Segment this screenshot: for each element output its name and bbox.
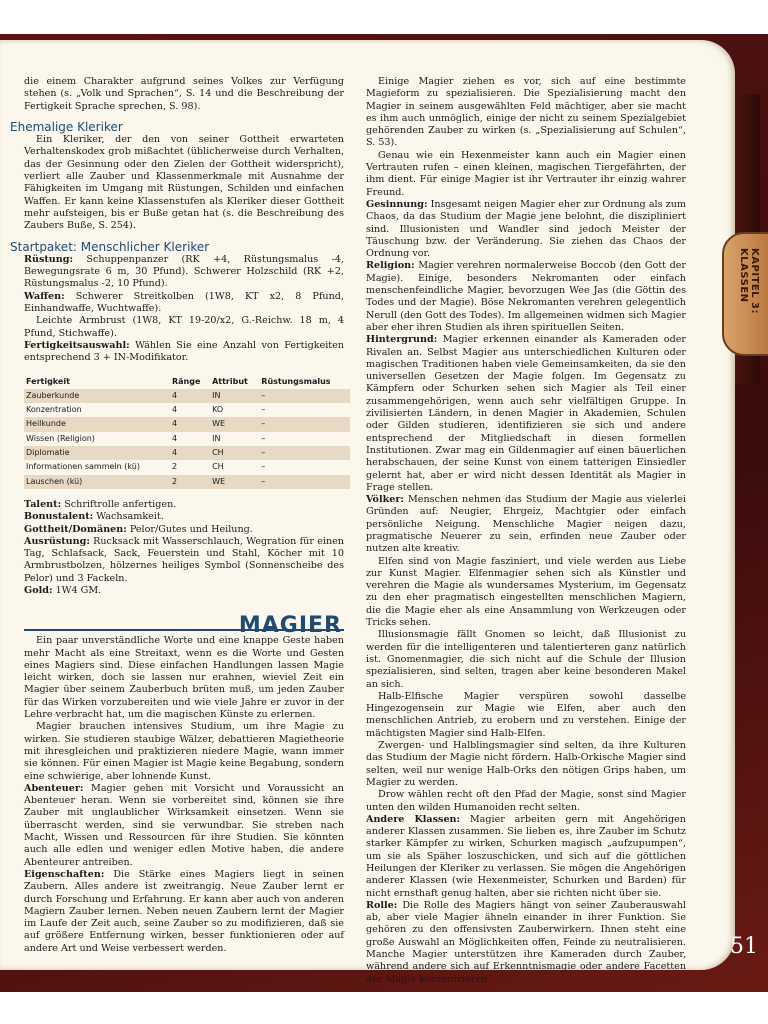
- gottheit-text: Pelor/Gutes und Heilung.: [129, 523, 253, 535]
- rolle-label: Rolle:: [366, 899, 398, 911]
- hintergrund-text: Magier erkennen einander als Kameraden oder Rivalen an. Selbst Magier aus unterschiedlichen Kulturen oder magischen Traditionen haben viele Gemeinsamkeiten, da sie den universellen Gesetzen der Magie folgen. Im Gegensatz zu Kämpfern oder Schurken sehen sich Magier als Teil einer zusammengehörigen, wenn auch sehr vielfältigen Gruppe. In zivilisierten Ländern, in denen Magier in Akademien, Schulen oder Gilden studieren, identifizieren sie sich und andere entsprechend der Mitgliedschaft in diesen formellen Institutionen. Zwar mag ein Gildenmagier auf einen bäuerlichen herabschauen, der seine Kunst von einem tatterigen Einsiedler gelernt hat, aber er wird nicht dessen Identität als Magier in Frage stellen.: [366, 334, 686, 493]
- header-fertigkeit: Fertigkeit: [26, 376, 70, 386]
- andere-klassen-label: Andere Klassen:: [366, 813, 461, 825]
- halbelf-paragraph: Halb-Elfische Magier verspüren sowohl dasselbe Hingezogensein zur Magie wie Elfen, aber auch den menschlichen Antrieb, zu erobern und zu verstehen. Einige der mächtigsten Magier sind Halb-Elfen.: [366, 690, 686, 739]
- talent-text: Schriftrolle anfertigen.: [64, 498, 177, 510]
- table-cell: 4: [171, 433, 178, 443]
- left-column: [10, 76, 344, 955]
- ruestung-entry: [24, 254, 344, 291]
- waffen-text-2: Leichte Armbrust (1W8, KT 19-20/x2, G.-Reichw. 18 m, 4 Pfund, Stichwaffe).: [24, 315, 344, 339]
- table-cell: –: [261, 405, 266, 415]
- drow-paragraph: Drow wählen recht oft den Pfad der Magie, sonst sind Magier unten den wilden Humanoiden recht selten.: [366, 789, 686, 813]
- abenteuer-text: Magier gehen mit Vorsicht und Voraussicht an Abenteuer heran. Wenn sie vorbereitet sind, können sie ihre Zauber mit unglaublicher Wirksamkeit einsetzen. Wenn sie überrascht werden, sind sie verwundbar. Sie streben nach Macht, Wissen und Ressourcen für ihre Studien. Sie könnten auch alle edlen und weniger edlen Motive haben, die andere Abenteurer antreiben.: [24, 782, 344, 868]
- rolle-text: Die Rolle des Magiers hängt von seiner Zauberauswahl ab, aber viele Magier ähneln einander in ihrer Funktion. Sie gehören zu den offensivsten Zauberwirkern. Ihnen steht eine große Auswahl an Möglichkeiten offen, Feinde zu neutralisieren. Manche Magier unterstützen ihre Kameraden durch Zauber, während andere sich auf Erkenntnismagie oder andere Facetten der Magie konzentrieren.: [366, 899, 686, 985]
- gottheit-entry: [24, 524, 344, 536]
- waffen-entry: [24, 291, 344, 316]
- gold-label: Gold:: [24, 584, 53, 596]
- talent-label: Talent:: [24, 498, 62, 510]
- table-cell: –: [261, 433, 266, 443]
- bonustalent-label: Bonustalent:: [24, 511, 94, 523]
- religion-text: Magier verehren normalerweise Boccob (den Gott der Magie). Einige, besonders Nekromanten oder einfach menschenfeindliche Magier, bevorzugen Wee Jas (die Göttin des Todes und der Magie). Böse Nekromanten verehren gelegentlich Nerull (den Gott des Todes). Im allgemeinen widmen sich Magier aber eher ihren Studien als ihren spirituellen Seiten.: [366, 260, 686, 333]
- table-row: [24, 432, 350, 446]
- gesinnung-entry: [366, 199, 686, 260]
- ausruestung-text: Rucksack mit Wasserschlauch, Wegration für einen Tag, Schlafsack, Sack, Feuerstein und Stahl, Köcher mit 10 Armbrustbolzen, hölzernes heiliges Symbol (Sonnenscheibe des Pelor) und 3 Fackeln.: [24, 535, 344, 584]
- table-cell: CH: [210, 446, 259, 460]
- table-cell: 4: [170, 389, 210, 403]
- eigenschaften-entry: [24, 869, 344, 955]
- eigenschaften-label: Eigenschaften:: [24, 868, 105, 880]
- right-column: [366, 76, 686, 986]
- table-cell: Informationen sammeln (kü): [26, 462, 140, 472]
- gottheit-label: Gottheit/Domänen:: [24, 523, 127, 535]
- parchment-page: [0, 40, 735, 985]
- table-row: [24, 446, 350, 460]
- zwerge-paragraph: Zwergen- und Halblingsmagier sind selten, da ihre Kulturen das Studium der Magie nicht fördern. Halb-Orkische Magier sind selten, weil nur wenige Halb-Orks den nötigen Grips haben, um Magier zu werden.: [366, 740, 686, 788]
- intro-paragraph: die einem Charakter aufgrund seines Volkes zur Verfügung stehen (s. „Volk und Sprachen“, S. 14 und die Beschreibung der Fertigkeit Sprache sprechen, S. 98).: [24, 76, 344, 112]
- illusion-paragraph: Illusionsmagie fällt Gnomen so leicht, daß Illusionist zu werden für die intelligenteren und talentierteren ganz natürlich ist. Gnomenmagier, die sich nicht auf die Schule der Illusion spezialisieren, sind selten, tragen aber keine besonderen Makel an sich.: [366, 629, 686, 690]
- rolle-entry: [366, 900, 686, 986]
- table-cell: –: [259, 475, 350, 489]
- table-cell: KO: [212, 405, 224, 415]
- table-row: [24, 389, 350, 403]
- skills-table: [24, 375, 350, 489]
- magier-paragraph-2: Magier brauchen intensives Studium, um ihre Magie zu wirken. Sie studieren staubige Wälzer, debattieren Magietheorie mit ihresgleichen und praktizieren niedere Magie, wann immer sie können. Für einen Magier ist Magie keine Begabung, sondern eine schwierige, aber lohnende Kunst.: [24, 721, 344, 782]
- gold-text: 1W4 GM.: [55, 584, 102, 596]
- voelker-text: Menschen nehmen das Studium der Magie aus vielerlei Gründen auf: Neugier, Ehrgeiz, Machtgier oder einfach persönliche Neigung. Menschliche Magier neigen dazu, pragmatische Neuerer zu sein, erfinden neue Zauber oder nutzen alte kreativ.: [366, 494, 686, 555]
- table-cell: 2: [171, 462, 178, 472]
- abenteuer-label: Abenteuer:: [24, 782, 84, 794]
- table-cell: –: [259, 389, 350, 403]
- table-cell: Lauschen (kü): [24, 475, 170, 489]
- table-cell: 4: [170, 446, 210, 460]
- andere-klassen-entry: [366, 814, 686, 900]
- eigenschaften-text: Die Stärke eines Magiers liegt in seinen Zaubern. Alles andere ist zweitrangig. Neue Zauber lernt er durch Forschung und Erfahrung. Er kann aber auch von anderen Magiern Zauber lernen. Neben neuen Zaubern lernt der Magier im Laufe der Zeit auch, seine Zauber so zu modifizieren, daß sie auf größere Entfernung wirken, besser funktionieren oder auf andere Art und Weise verbessert werden.: [24, 868, 344, 954]
- table-row: [24, 403, 350, 417]
- table-cell: –: [261, 462, 266, 472]
- table-cell: 4: [171, 405, 178, 415]
- chapter-tab: [722, 232, 768, 356]
- bonustalent-text: Wachsamkeit.: [96, 511, 164, 523]
- voelker-label: Völker:: [366, 494, 404, 506]
- talent-entry: [24, 499, 344, 511]
- gold-entry: [24, 585, 344, 597]
- vertrauter-paragraph: Genau wie ein Hexenmeister kann auch ein Magier einen Vertrauten rufen – einen kleinen, magischen Tiergefährten, der ihm dient. Für einige Magier ist ihr Vertrauter ihr einzig wahrer Freund.: [366, 149, 686, 198]
- table-cell: Zauberkunde: [24, 389, 170, 403]
- table-cell: Konzentration: [26, 405, 82, 415]
- class-title: MAGIER: [238, 612, 342, 638]
- fertigkeitsauswahl-label: Fertigkeitsauswahl:: [24, 339, 130, 351]
- table-cell: IN: [210, 389, 259, 403]
- table-cell: WE: [210, 475, 259, 489]
- scanned-page: [0, 34, 768, 992]
- gesinnung-label: Gesinnung:: [366, 198, 428, 210]
- ehemalige-kleriker-text: Ein Kleriker, der den von seiner Gottheit erwarteten Verhaltenskodex grob mißachtet (üblicherweise durch Verhalten, das der Gesinnung oder den Zielen der Gottheit widerspricht), verliert alle Zauber und Klassenmerkmale mit Ausnahme der Fähigkeiten im Umgang mit Rüstungen, Schilden und einfachen Waffen. Er kann keine Klassenstufen als Kleriker dieser Gottheit mehr aufsteigen, bis er Buße getan hat (s. die Beschreibung des Zaubers Buße, S. 254).: [24, 134, 344, 232]
- table-cell: WE: [210, 417, 259, 431]
- waffen-text: Schwerer Streitkolben (1W8, KT x2, 8 Pfund, Einhandwaffe, Wuchtwaffe).: [24, 290, 344, 315]
- class-heading: [24, 603, 344, 638]
- hintergrund-label: Hintergrund:: [366, 334, 438, 346]
- table-row: [24, 475, 350, 489]
- header-ruestungsmalus: Rüstungsmalus: [261, 376, 331, 386]
- magier-paragraph-1: Ein paar unverständliche Worte und eine knappe Geste haben mehr Macht als eine Streitaxt, wenn es die Worte und Gesten eines Magiers sind. Diese einfachen Handlungen lassen Magie leicht wirken, doch sie lassen nur erahnen, wieviel Zeit ein Magier über seinem Zauberbuch brüten muß, um jeden Zauber für das Wirken vorzubereiten und wie viele Jahre er zuvor in der Lehre verbracht hat, um die magischen Künste zu erlernen.: [24, 635, 344, 721]
- skills-table-header: [24, 375, 350, 389]
- andere-klassen-text: Magier arbeiten gern mit Angehörigen anderer Klassen zusammen. Sie lieben es, ihre Zauber im Schutz starker Kämpfer zu wirken, Schurken magisch „aufzupumpen“, um sie als Späher loszuschicken, und sich auf die göttlichen Heilungen der Kleriker zu verlassen. Sie mögen die Angehörigen anderer Klassen (wie Hexenmeister, Schurken und Barden) für nicht ernsthaft genug halten, aber sie richten nicht über sie.: [366, 813, 686, 899]
- religion-label: Religion:: [366, 260, 415, 272]
- section-title-startpaket: Startpaket: Menschlicher Kleriker: [10, 239, 210, 254]
- table-cell: Diplomatie: [24, 446, 170, 460]
- header-raenge: Ränge: [171, 376, 201, 386]
- voelker-entry: [366, 494, 686, 555]
- gesinnung-text: Insgesamt neigen Magier eher zur Ordnung als zum Chaos, da das Studium der Magie jene belohnt, die diszipliniert sind. Illusionisten und Wandler sind jedoch Meister der Täuschung bzw. der Veränderung. Sie ziehen das Chaos der Ordnung vor.: [366, 198, 686, 260]
- section-title-ehemalige-kleriker: Ehemalige Kleriker: [10, 119, 123, 134]
- religion-entry: [366, 260, 686, 334]
- elfen-paragraph: Elfen sind von Magie fasziniert, und viele werden aus Liebe zur Kunst Magier. Elfenmagier sehen sich als Künstler und verehren die Magie als wundersames Mysterium, im Gegensatz zu den eher pragmatisch eingestellten menschlichen Magiern, die die Magie eher als eine Ansammlung von Werkzeugen oder Tricks sehen.: [366, 555, 686, 629]
- chapter-tab-label: KAPITEL 3: KLASSEN: [738, 248, 760, 315]
- fertigkeitsauswahl-text: Wählen Sie eine Anzahl von Fertigkeiten entsprechend 3 + IN-Modifikator.: [24, 339, 344, 364]
- table-cell: –: [259, 417, 350, 431]
- table-row: [24, 417, 350, 431]
- waffen-label: Waffen:: [24, 290, 65, 302]
- spezialisierung-paragraph: Einige Magier ziehen es vor, sich auf eine bestimmte Magieform zu spezialisieren. Die Spezialisierung macht den Magier in seinem ausgewählten Feld mächtiger, aber sie macht es ihm auch unmöglich, einige der nicht zu seinem Spezialgebiet gehörenden Zauber zu wirken (s. „Spezialisierung auf Schulen“, S. 53).: [366, 76, 686, 149]
- page-number: 51: [730, 934, 758, 959]
- table-cell: CH: [212, 462, 224, 472]
- table-cell: Wissen (Religion): [26, 433, 95, 443]
- table-cell: Heilkunde: [24, 417, 170, 431]
- hintergrund-entry: [366, 334, 686, 494]
- ruestung-text: Schuppenpanzer (RK +4, Rüstungsmalus -4, Bewegungsrate 6 m, 30 Pfund). Schwerer Holzschild (RK +2, Rüstungsmalus -2, 10 Pfund).: [24, 253, 344, 290]
- abenteuer-entry: [24, 783, 344, 869]
- fertigkeitsauswahl-entry: [24, 340, 344, 365]
- bonustalent-entry: [24, 511, 344, 523]
- ausruestung-entry: [24, 536, 344, 585]
- table-row: [24, 460, 350, 474]
- table-cell: 2: [170, 475, 210, 489]
- ausruestung-label: Ausrüstung:: [24, 535, 90, 547]
- table-cell: IN: [212, 433, 221, 443]
- header-attribut: Attribut: [212, 376, 248, 386]
- table-cell: 4: [170, 417, 210, 431]
- ruestung-label: Rüstung:: [24, 253, 73, 265]
- table-cell: –: [259, 446, 350, 460]
